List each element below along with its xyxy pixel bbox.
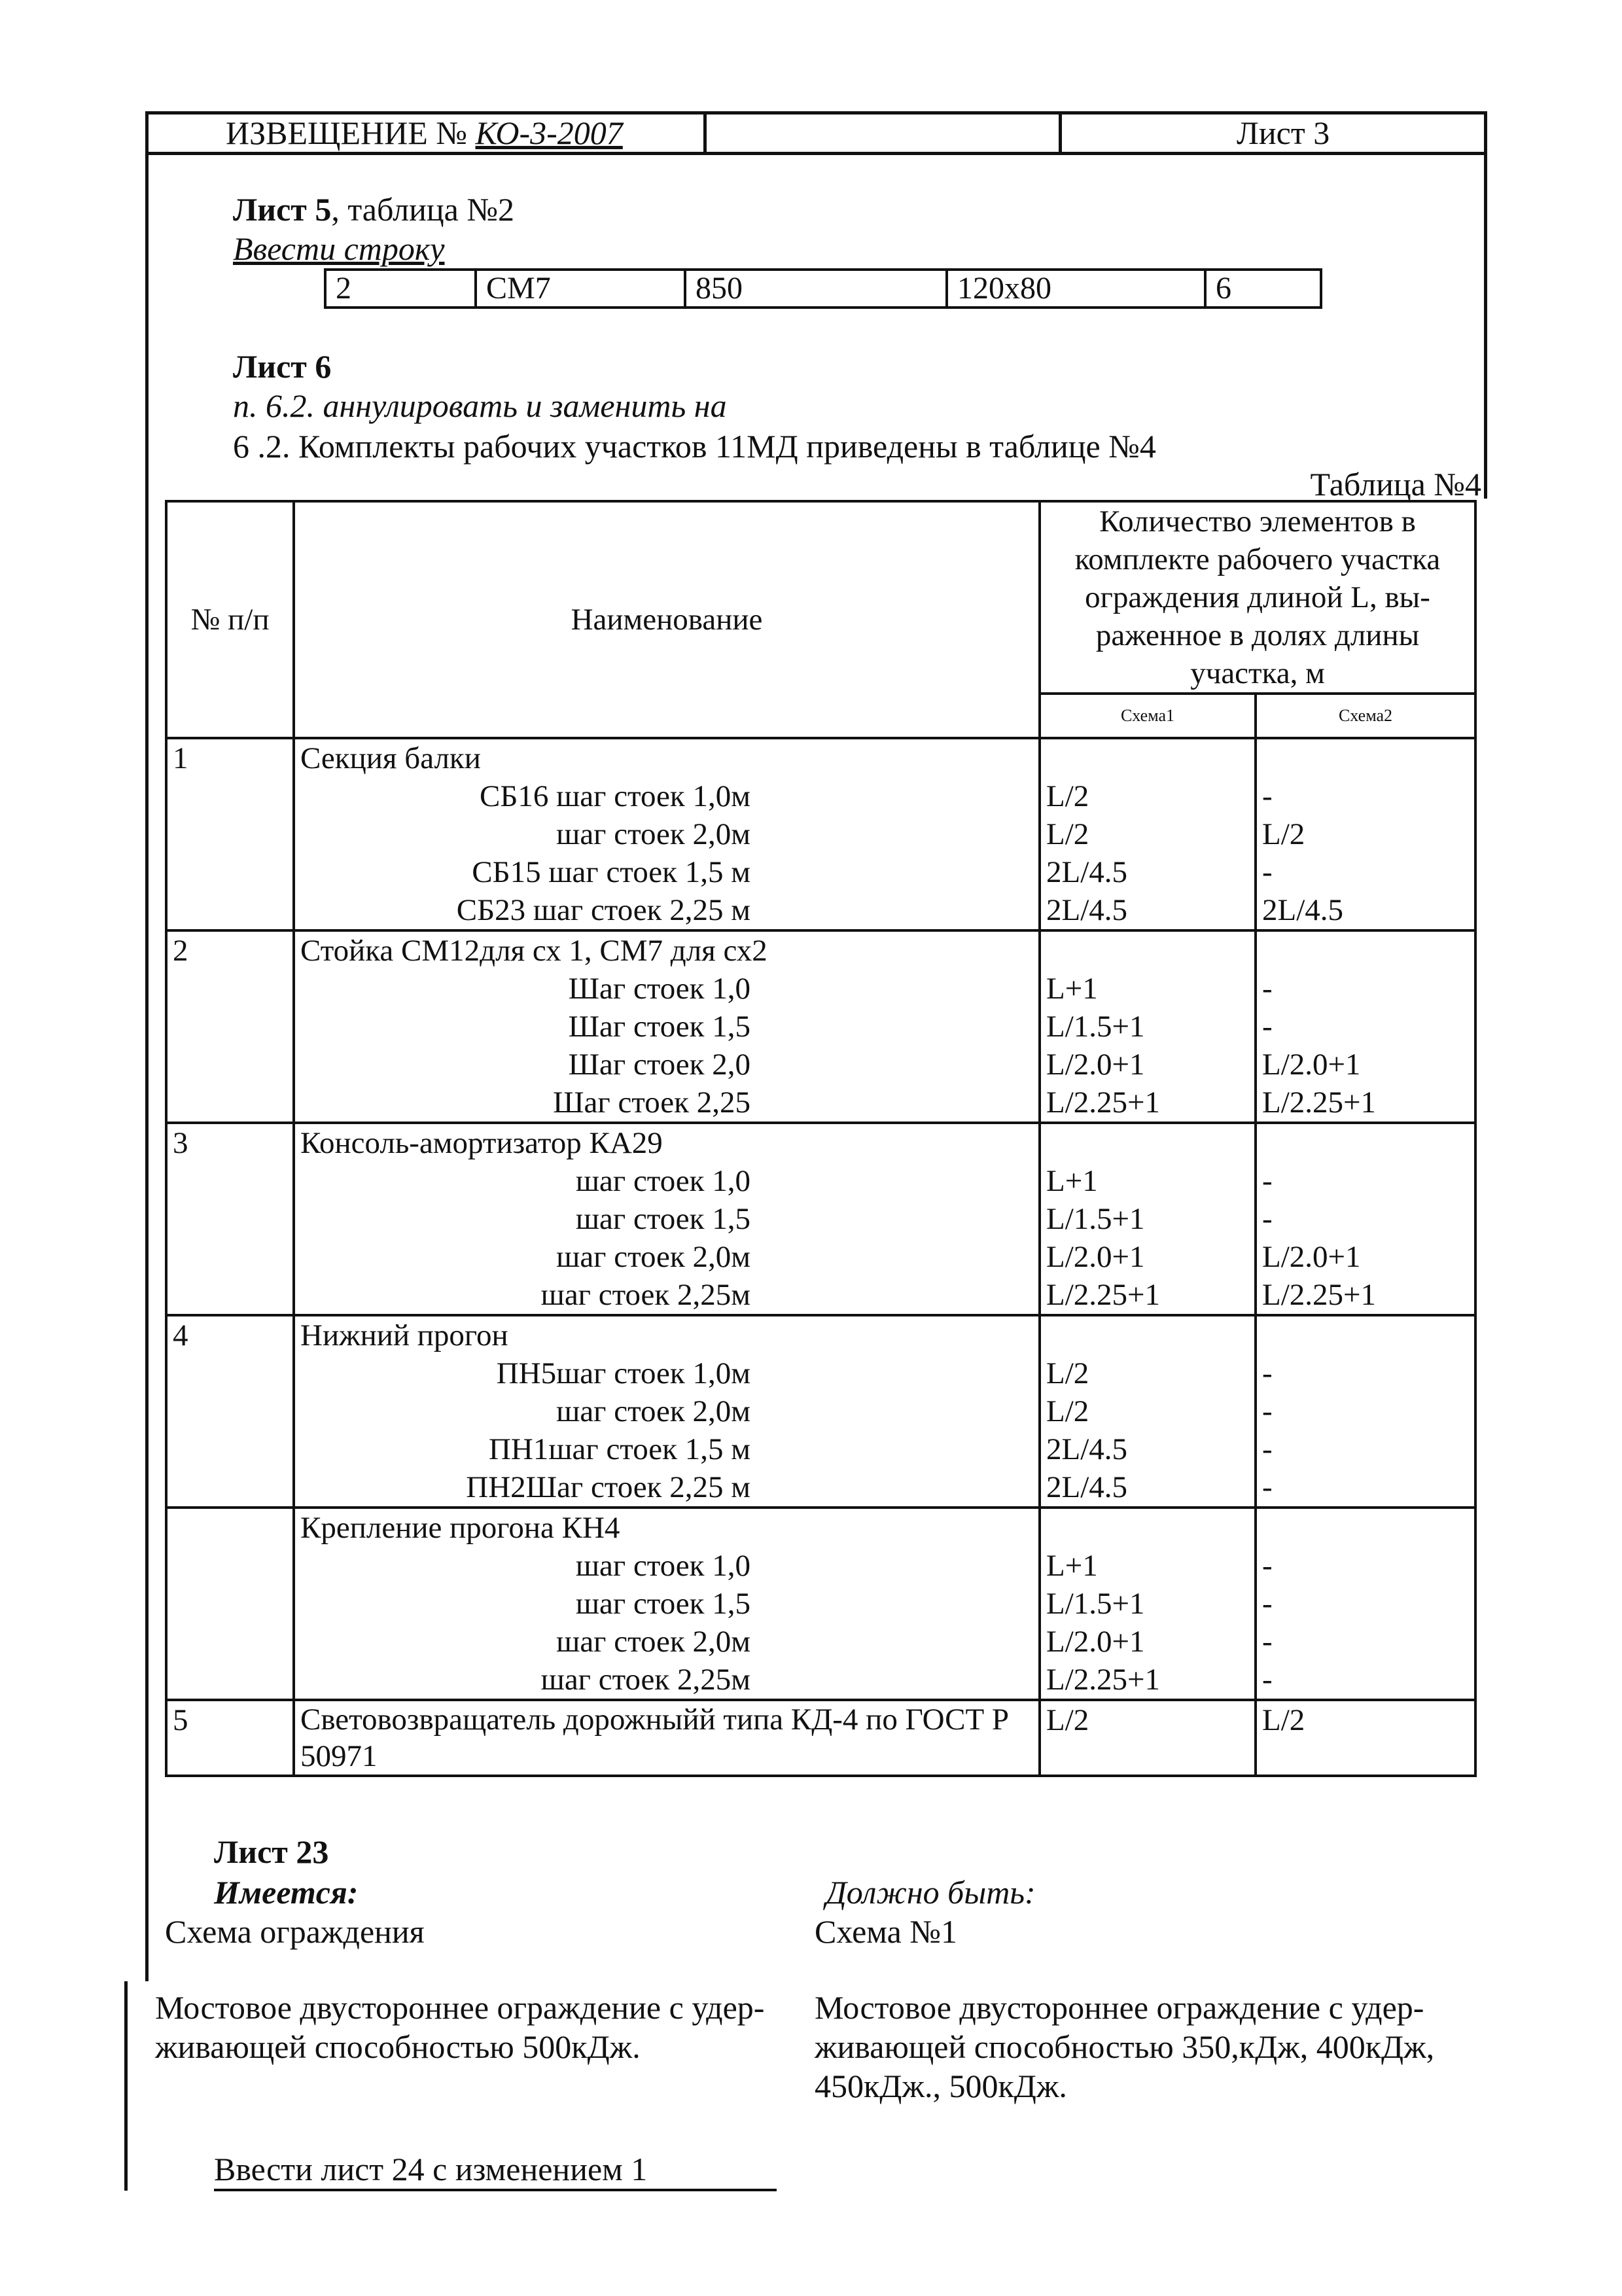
table-caption: Таблица №4 (1310, 466, 1481, 503)
row-scheme-2-cell (1256, 738, 1475, 930)
sub-item-name: шаг стоек 2,0м (556, 1625, 750, 1659)
inserted-cell-no: 2 (326, 271, 477, 306)
scheme-1-value: L/2.25+1 (1046, 1086, 1161, 1120)
new-text-line-3: 450кДж., 500кДж. (815, 2068, 1067, 2104)
footer-underline (214, 2189, 777, 2191)
scheme-1-value: L/1.5+1 (1046, 1587, 1145, 1621)
sub-item-name: СБ23 шаг стоек 2,25 м (456, 893, 750, 927)
row-name-cell (294, 1508, 1040, 1700)
sub-item-name: шаг стоек 1,0 (575, 1549, 750, 1583)
scheme-1-value: L/2.25+1 (1046, 1278, 1161, 1312)
scheme-2-value: - (1262, 1356, 1273, 1390)
section1-title (233, 190, 514, 229)
existing-heading: Имеется: (214, 1874, 359, 1911)
scheme-1-value: 2L/4.5 (1046, 1470, 1128, 1504)
section3-title: Лист 23 (214, 1833, 329, 1870)
scheme-2-value: L/2.0+1 (1262, 1240, 1361, 1274)
spacer (1262, 932, 1469, 970)
scheme-1-value: L/2 (1046, 817, 1089, 851)
sub-item-name: ПН1шаг стоек 1,5 м (488, 1432, 750, 1466)
sub-item-name: шаг стоек 2,0м (556, 1394, 750, 1428)
scheme-1-value: L+1 (1046, 1164, 1098, 1198)
scheme-1-value: L/1.5+1 (1046, 1202, 1145, 1236)
inserted-row (324, 268, 1322, 309)
header-divider-1 (703, 111, 707, 153)
scheme-2-value: - (1262, 1010, 1273, 1044)
scheme-2-value: 2L/4.5 (1262, 893, 1344, 927)
header-quantity-line: участка, м (1190, 656, 1325, 690)
scheme-1-value: L/2.25+1 (1046, 1663, 1161, 1697)
section2-text: 6 .2. Комплекты рабочих участков 11МД приведены в таблице №4 (233, 428, 1156, 465)
row-number: 3 (166, 1123, 294, 1315)
row-scheme-1-cell (1040, 738, 1256, 930)
spacer (1262, 1509, 1469, 1547)
sub-item-name: шаг стоек 2,0м (556, 1240, 750, 1274)
frame-left-line (145, 111, 149, 1981)
sub-item-name: шаг стоек 1,5 (575, 1587, 750, 1621)
notice-label: ИЗВЕЩЕНИЕ № (226, 115, 467, 151)
sub-item-name: шаг стоек 2,25м (540, 1663, 750, 1697)
spacer (1046, 932, 1249, 970)
scheme-1-value: L/2 (1046, 779, 1089, 813)
scheme-1-value: L/1.5+1 (1046, 1010, 1145, 1044)
scheme-1-value: L/2.0+1 (1046, 1048, 1145, 1082)
section1-title-rest: , таблица №2 (331, 191, 515, 228)
notice-number: КО-3-2007 (475, 115, 623, 151)
new-label: Схема №1 (815, 1913, 957, 1950)
sub-item-name: Шаг стоек 1,0 (568, 972, 750, 1006)
row-name-cell (294, 738, 1040, 930)
header-number: № п/п (166, 501, 294, 738)
scheme-2-value: L/2.25+1 (1262, 1278, 1377, 1312)
group-heading: Секция балки (300, 741, 481, 775)
sub-item-name: СБ15 шаг стоек 1,5 м (472, 855, 750, 889)
scheme-2-value: - (1262, 779, 1273, 813)
spacer (1262, 1124, 1469, 1162)
row-scheme-2-value: L/2 (1256, 1700, 1475, 1776)
sub-item-name: ПН2Шаг стоек 2,25 м (466, 1470, 750, 1504)
header-quantity-line: Количество элементов в (1099, 504, 1416, 539)
scheme-2-value: - (1262, 1164, 1273, 1198)
sub-item-name: шаг стоек 2,25м (540, 1278, 750, 1312)
scheme-1-value: 2L/4.5 (1046, 855, 1128, 889)
group-heading: Консоль-амортизатор КА29 (300, 1126, 663, 1160)
section2-instruction: п. 6.2. аннулировать и заменить на (233, 387, 727, 424)
spacer (1046, 1316, 1249, 1354)
scheme-1-value: L/2.0+1 (1046, 1240, 1145, 1274)
sub-item-name: Шаг стоек 2,0 (568, 1048, 750, 1082)
table-group-row (166, 930, 1475, 1123)
spacer (1046, 1124, 1249, 1162)
sub-item-name: шаг стоек 2,0м (556, 817, 750, 851)
section1-instruction: Ввести строку (233, 230, 445, 267)
row-scheme-2-cell (1256, 1123, 1475, 1315)
row-scheme-2-cell (1256, 930, 1475, 1123)
scheme-2-value: - (1262, 1625, 1273, 1659)
header-quantity (1040, 501, 1475, 694)
row-number (166, 1508, 294, 1700)
row-name-cell (294, 1315, 1040, 1508)
table-group-row (166, 1123, 1475, 1315)
group-heading: Стойка СМ12для сх 1, СМ7 для сх2 (300, 934, 767, 968)
row-scheme-2-cell (1256, 1508, 1475, 1700)
spacer (1262, 739, 1469, 777)
row-scheme-2-cell (1256, 1315, 1475, 1508)
table-row-5 (166, 1700, 1475, 1776)
new-heading: Должно быть: (826, 1874, 1036, 1911)
header-scheme-2: Схема2 (1256, 694, 1475, 738)
scheme-2-value: - (1262, 1663, 1273, 1697)
frame-right-line (1484, 111, 1487, 499)
existing-label: Схема ограждения (165, 1913, 425, 1950)
sub-item-name: Шаг стоек 1,5 (568, 1010, 750, 1044)
inserted-cell-mark: СМ7 (477, 271, 686, 306)
row-name-cell (294, 1123, 1040, 1315)
scheme-2-value: - (1262, 972, 1273, 1006)
scheme-2-value: L/2.25+1 (1262, 1086, 1377, 1120)
header-quantity-line: комплекте рабочего участка (1074, 542, 1441, 576)
scheme-2-value: - (1262, 1587, 1273, 1621)
header-quantity-line: раженное в долях длины (1095, 618, 1420, 652)
scheme-2-value: - (1262, 855, 1273, 889)
section1-title-bold: Лист 5 (233, 191, 332, 228)
sheet-number: Лист 3 (1237, 115, 1330, 151)
header-scheme-1: Схема1 (1040, 694, 1256, 738)
inserted-cell-count: 6 (1216, 271, 1231, 306)
row-scheme-1-cell (1040, 930, 1256, 1123)
row-name-cell (294, 930, 1040, 1123)
header-divider-2 (1059, 111, 1062, 153)
table-group-row (166, 1315, 1475, 1508)
row-number: 1 (166, 738, 294, 930)
scheme-2-value: L/2.0+1 (1262, 1048, 1361, 1082)
table-group-row (166, 1508, 1475, 1700)
group-heading: Крепление прогона КН4 (300, 1511, 620, 1545)
scheme-1-value: L+1 (1046, 1549, 1098, 1583)
spacer (1046, 1509, 1249, 1547)
sub-item-name: Шаг стоек 2,25 (553, 1086, 750, 1120)
scheme-1-value: 2L/4.5 (1046, 1432, 1128, 1466)
scheme-2-value: - (1262, 1432, 1273, 1466)
scheme-1-value: L/2 (1046, 1356, 1089, 1390)
table-group-row (166, 738, 1475, 930)
scheme-2-value: - (1262, 1470, 1273, 1504)
group-heading: Нижний прогон (300, 1318, 508, 1352)
sub-item-name: ПН5шаг стоек 1,0м (496, 1356, 750, 1390)
row-scheme-1-cell (1040, 1508, 1256, 1700)
footer-text: Ввести лист 24 с изменением 1 (214, 2151, 648, 2187)
sub-item-name: шаг стоек 1,0 (575, 1164, 750, 1198)
scheme-2-value: - (1262, 1549, 1273, 1583)
new-text-line-2: живающей способностью 350,кДж, 400кДж, (815, 2028, 1435, 2065)
scheme-2-value: L/2 (1262, 817, 1305, 851)
frame-left-lower-line (124, 1981, 128, 2191)
table-header-row (166, 501, 1475, 694)
sub-item-name: СБ16 шаг стоек 1,0м (480, 779, 750, 813)
scheme-1-value: L+1 (1046, 972, 1098, 1006)
row-scheme-1-value: L/2 (1040, 1700, 1256, 1776)
notice-header (226, 113, 623, 153)
scheme-1-value: L/2 (1046, 1394, 1089, 1428)
table-body (166, 738, 1475, 1700)
row-number: 5 (166, 1700, 294, 1776)
new-text-line-1: Мостовое двустороннее ограждение с удер- (815, 1989, 1424, 2026)
existing-text-line-1: Мостовое двустороннее ограждение с удер- (155, 1989, 765, 2026)
scheme-1-value: 2L/4.5 (1046, 893, 1128, 927)
scheme-1-value: L/2.0+1 (1046, 1625, 1145, 1659)
header-quantity-line: ограждения длиной L, вы- (1085, 580, 1430, 614)
existing-text-line-2: живающей способностью 500кДж. (155, 2028, 641, 2065)
row-number: 4 (166, 1315, 294, 1508)
row-name: Световозвращатель дорожныйй типа КД-4 по ГОСТ Р 50971 (294, 1700, 1040, 1776)
header-name: Наименование (294, 501, 1040, 738)
inserted-cell-size: 120х80 (948, 271, 1207, 306)
spacer (1262, 1316, 1469, 1354)
components-table (165, 500, 1477, 1777)
row-scheme-1-cell (1040, 1315, 1256, 1508)
spacer (1046, 739, 1249, 777)
section2-title: Лист 6 (233, 348, 332, 385)
scheme-2-value: - (1262, 1202, 1273, 1236)
row-scheme-1-cell (1040, 1123, 1256, 1315)
sub-item-name: шаг стоек 1,5 (575, 1202, 750, 1236)
scheme-2-value: - (1262, 1394, 1273, 1428)
row-number: 2 (166, 930, 294, 1123)
inserted-cell-value: 850 (686, 271, 948, 306)
